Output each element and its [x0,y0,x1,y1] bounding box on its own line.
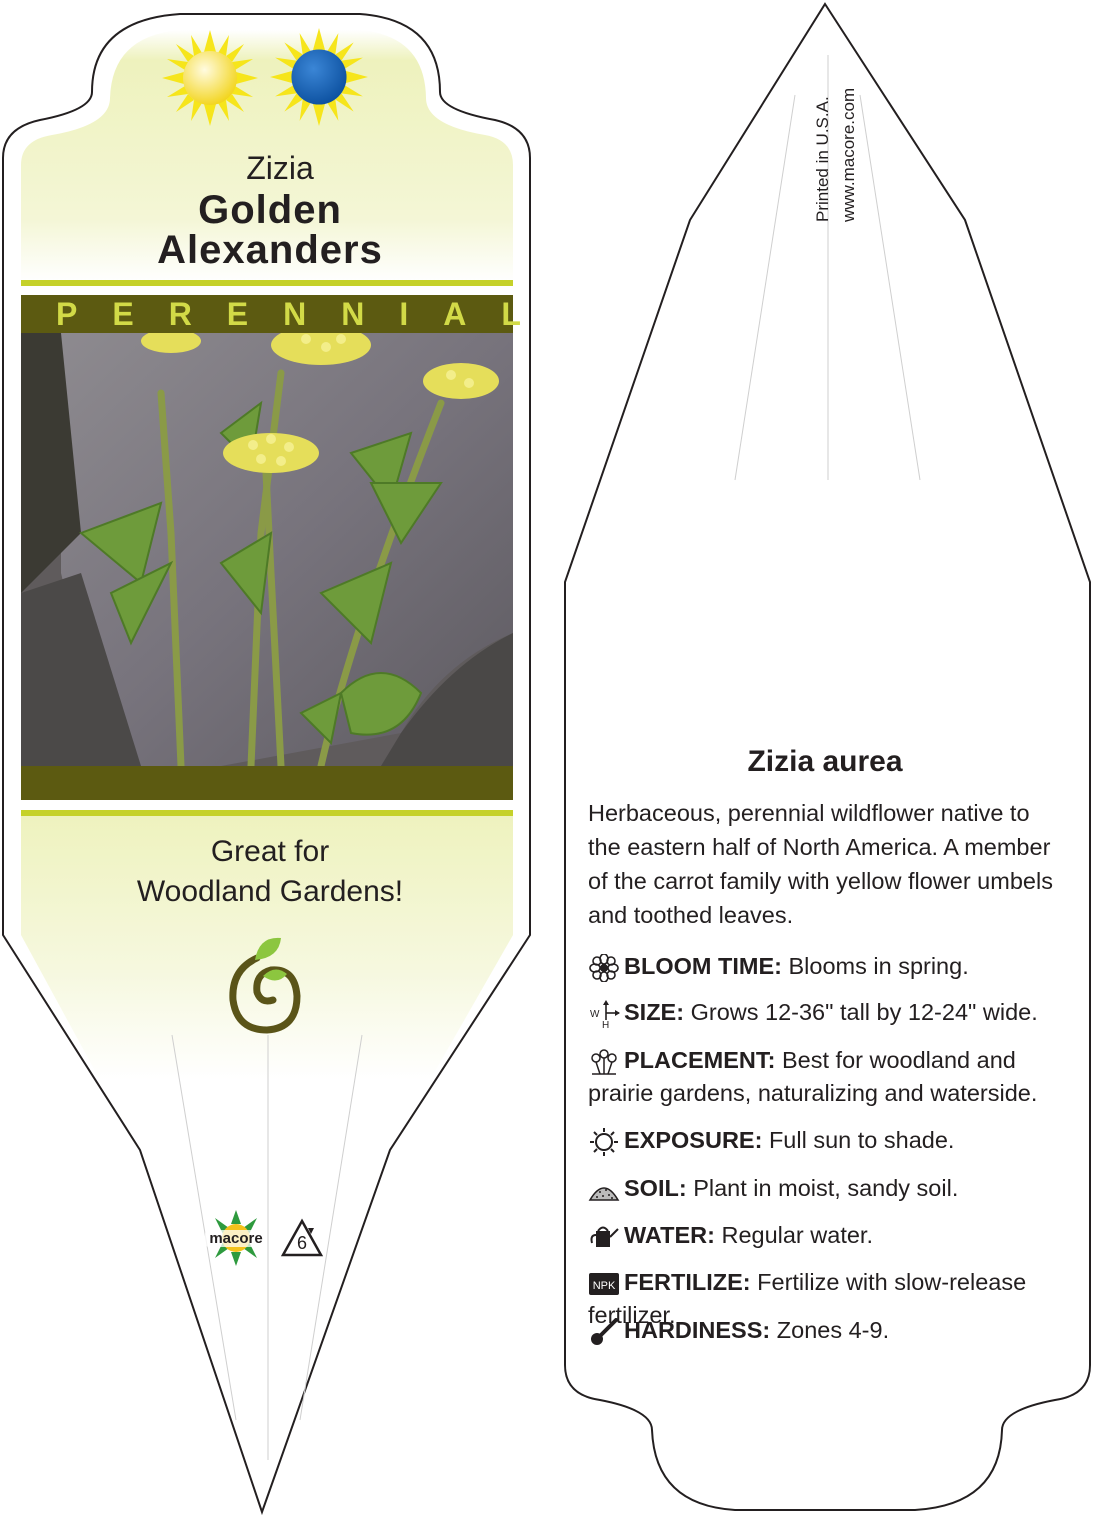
size-icon [588,1000,620,1028]
common-name-line1: Golden [198,188,342,232]
exposure-value: Full sun to shade. [762,1127,955,1153]
placement-icon [588,1048,620,1076]
genus-name: Zizia [246,150,314,186]
recycle-code: 6 [296,1233,307,1253]
tagline-line1: Great for [210,835,330,868]
hardiness-label: HARDINESS: [624,1317,771,1343]
water-value: Regular water. [714,1222,873,1248]
category-label: PERENNIAL [56,296,556,332]
size-icon-h: H [602,1019,610,1028]
npk-icon [588,1270,620,1298]
info-size [588,996,1068,1029]
info-soil [588,1172,1068,1205]
bloom-time-value: Blooms in spring. [781,953,969,979]
plant-description: Herbaceous, perennial wildflower native to the eastern half of North America. A member of the carrot family with yellow flower umbels and toothed leaves. [588,800,1053,928]
botanical-name: Zizia aurea [747,745,903,778]
placement-label: PLACEMENT: [624,1047,776,1073]
hardiness-value: Zones 4-9. [770,1317,890,1343]
common-name-line2: Alexanders [157,228,383,272]
bloom-time-label: BLOOM TIME: [624,953,782,979]
soil-value: Plant in moist, sandy soil. [686,1175,959,1201]
npk-icon-text: NPK [592,1279,616,1292]
size-label: SIZE: [624,999,685,1025]
soil-label: SOIL: [624,1175,687,1201]
info-water [588,1219,1068,1252]
exposure-label: EXPOSURE: [624,1127,763,1153]
info-hardiness [588,1314,1068,1347]
website-label: www.macore.com [839,87,858,222]
info-exposure [588,1124,1068,1157]
water-label: WATER: [624,1222,715,1248]
size-value: Grows 12-36" tall by 12-24" wide. [684,999,1038,1025]
printed-info [780,30,860,230]
sun-outline-icon [588,1128,620,1156]
flower-icon [588,954,620,982]
printed-in-label: Printed in U.S.A. [813,96,832,222]
info-bloom-time [588,950,1068,983]
soil-icon [588,1176,620,1204]
macore-wordmark: macore [205,1230,267,1247]
watering-can-icon [588,1223,620,1251]
fertilize-value: Fertilize with slow-release fertilizer. [588,1269,1027,1328]
placement-value: Best for woodland and prairie gardens, naturalizing and waterside. [588,1047,1038,1106]
fertilize-label: FERTILIZE: [624,1269,751,1295]
thermometer-icon [588,1318,620,1346]
info-placement [588,1044,1068,1110]
size-icon-w: W [590,1008,600,1020]
tagline-line2: Woodland Gardens! [136,875,404,908]
